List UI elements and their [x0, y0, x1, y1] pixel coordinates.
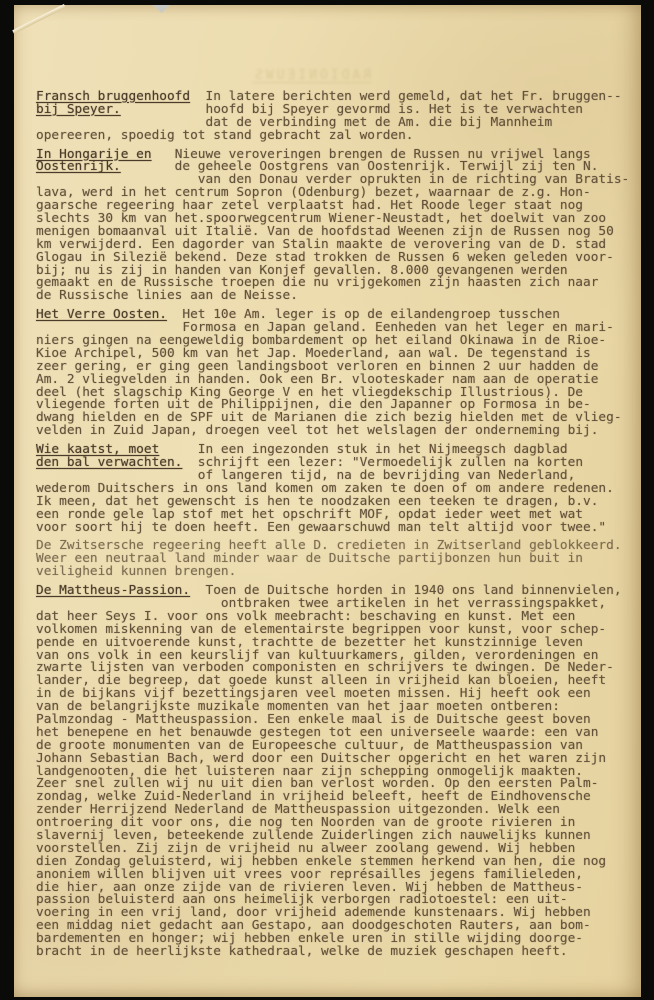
line-text: dat de verbinding met de Am. die bij Mannheim [36, 114, 553, 130]
line-text: Kioe Archipel, 500 km van het Jap. Moederland, aan wal. De tegenstand is [36, 345, 591, 361]
line-text: niers gingen na eengeweldig bombardement op het eiland Okinawa in de Rioe- [36, 333, 607, 349]
line-text: menigen bomaanval uit Italië. Van de hoofdstad Weenen zijn de Russen nog 50 [36, 223, 614, 239]
line-text: Palmzondag - Mattheuspassion. Een enkele maal is de Duitsche geest boven [36, 711, 591, 727]
line-text: bij; nu is zij in handen van Konjef gevallen. 8.000 gevangenen werden [36, 262, 568, 278]
line-text: de Russische linies aan de Neisse. [36, 288, 298, 304]
line-text: km verwijderd. Een dagorder van Stalin maakte de verovering van de D. stad [36, 236, 607, 252]
line-text: In een ingezonden stuk in het Nijmeegsch dagblad [159, 442, 568, 458]
line-text: gemaakt en de Russische troepen die nu vrijgekomen zijn haasten zich naar [36, 275, 599, 291]
line-text: bracht in de heerlijkste kathedraal, welke de muziek geschapen heeft. [36, 944, 568, 959]
line-text: Het 10e Am. leger is op de eilandengroep tusschen [166, 307, 560, 323]
line-text: Weer een neutraal land minder waar de Duitsche partijbonzen hun buit in [36, 551, 584, 567]
line-text: lava, werd in het centrum Sopron (Odenburg) bezet, waarnaar de z.g. Hon- [36, 185, 591, 201]
line-text: velden in Zuid Japan, droegen veel tot het welslagen der onderneming bij. [36, 423, 599, 439]
text-line [36, 127, 640, 143]
section-header: In Hongarije en [36, 146, 152, 162]
line-text: ontroering dit voor ons, die nog ten Noorden van de groote rivieren in [36, 815, 576, 831]
section-de-mattheus-passion [36, 585, 640, 959]
text-line [36, 946, 640, 959]
line-text: of langeren tijd, na de bevrijding van Nederland, [36, 467, 576, 483]
line-text: hoofd bij Speyer gevormd is. Het is te verwachten [120, 101, 584, 117]
line-text: Formosa en Japan geland. Eenheden van het leger en mari- [36, 320, 614, 336]
section-header: bij Speyer. [36, 101, 121, 117]
line-text: zeer gering, er ging geen landingsboot verloren en binnen 2 uur hadden de [36, 358, 599, 374]
line-text: slavernij leven, beteekende zullende Zuiderlingen zich nauwelijks kunnen [36, 827, 591, 843]
paper-corner-fold [12, 4, 65, 34]
line-text: Toen de Duitsche horden in 1940 ons land binnenvielen, [190, 583, 622, 599]
section-header: Het Verre Oosten. [36, 307, 167, 323]
line-text: zwarte lijsten van verboden componisten en schrijvers te dwingen. De Neder- [36, 660, 614, 676]
line-text: een ronde gele lap stof met het opschrift MOF, opdat ieder weet met wat [36, 506, 584, 522]
section-wie-kaatst-moet-den-bal-verwachten [36, 444, 640, 534]
text-line [36, 519, 640, 535]
section-header: De Mattheus-Passion. [36, 583, 191, 599]
line-text: veiligheid kunnen brengen. [36, 564, 237, 580]
bleed-through-masthead: RADIONIEUWS [252, 68, 372, 83]
line-text: de groote monumenten van de Europeesche cultuur, de Mattheuspassion van [36, 737, 584, 753]
line-text: zondag, welke Zuid-Nederland in vrijheid beleeft, heeft de Eindhovensche [36, 789, 591, 805]
section-header: Fransch bruggenhoofd [36, 89, 191, 104]
section-header: Oostenrijk. [36, 159, 121, 175]
line-text: De Zwitsersche regeering heeft alle D. credieten in Zwitserland geblokkeerd. [36, 538, 622, 554]
section-fransch-bruggenhoofd-bij-speyer [36, 91, 640, 143]
line-text: die hier, aan onze zijde van de rivieren leven. Wij hebben de Mattheus- [36, 879, 584, 895]
line-text: passion beluisterd aan ons heimelijk verborgen radiotoestel: een uit- [36, 892, 568, 908]
line-text: Nieuwe veroveringen brengen de Russen nu vrijwel langs [151, 146, 591, 162]
line-text: volkomen miskenning van de elementairste begrippen voor kunst, voor schep- [36, 621, 607, 637]
line-text: voorstellen. Zij zijn de vrijheid nu alweer zoolang gewend. Wij hebben [36, 840, 576, 856]
text-line [36, 290, 640, 303]
line-text: voor soort hij te doen heeft. Een gewaarschuwd man telt altijd voor twee." [36, 519, 607, 535]
line-text: de geheele Oostgrens van Oostenrijk. Terwijl zij ten N. [120, 159, 599, 175]
line-text: Glogau in Silezië bekend. Deze stad trokken de Russen 6 weken geleden voor- [36, 249, 614, 265]
line-text: dwang hielden en de SPF uit de Marianen die zich bezig hielden met de vlieg- [36, 410, 622, 426]
text-line [36, 566, 640, 579]
line-text: slechts 30 km van het.spoorwegcentrum Wiener-Neustadt, het doelwit van zoo [36, 211, 607, 227]
section-zwitsersche-credieten-geblokkeerd [36, 540, 640, 579]
line-text: deel (het slagschip King George V en het vliegdekschip Illustrious). De [36, 384, 584, 400]
line-text: pende en uitvoerende kunst, trachtte de bezetter het kunstzinnige leven [36, 634, 584, 650]
line-text: ontbraken twee artikelen in het verrassingspakket, [36, 595, 607, 611]
paper-edge-notch [152, 5, 170, 13]
line-text: opereeren, spoedig tot stand gebracht zal worden. [36, 127, 414, 143]
section-header: den bal verwachten. [36, 455, 183, 471]
line-text: lander, die begreep, dat goede kunst alleen in vrijheid kan bloeien, heeft [36, 673, 607, 689]
line-text: Johann Sebastian Bach, werd door een Duitscher opgericht en het waren zijn [36, 750, 607, 766]
line-text: Ik meen, dat het gewenscht is hen te noodzaken een teeken te dragen, b.v. [36, 493, 599, 509]
line-text: In latere berichten werd gemeld, dat het Fr. bruggen-- [190, 89, 622, 104]
line-text: zender Herrijzend Nederland de Mattheuspassion uitgezonden. Welk een [36, 802, 560, 818]
line-text: landgenooten, die het luisteren naar zijn schepping onmogelijk maakten. [36, 763, 584, 779]
line-text: schrijft een lezer: "Vermoedelijk zullen na korten [182, 455, 584, 471]
section-in-hongarije-en-oostenrijk [36, 146, 640, 304]
line-text: dien Zondag geluisterd, wij hebben enkele stemmen herkend van hen, die nog [36, 853, 607, 869]
line-text: van de belangrijkste muzikale momenten van het jaar moeten ontberen: [36, 699, 560, 715]
line-text: dat heer Seys I. voor ons volk meebracht: beschaving en kunst. Met een [36, 608, 576, 624]
text-line [36, 425, 640, 438]
line-text: vliegende forten uit de Philippijnen, die den Japanner op Formosa in be- [36, 397, 591, 413]
text-body [36, 91, 640, 965]
line-text: van ons volk in een keurslijf van kultuurkamers, gilden, verordeningen en [36, 647, 599, 663]
line-text: gaarsche regeering haar zetel verplaatst had. Het Roode leger staat nog [36, 198, 584, 214]
line-text: Zeer snel zullen wij nu uit dien ban verlost worden. Op den eersten Palm- [36, 776, 599, 792]
line-text: van den Donau verder oprukten in de richting van Bratis- [36, 172, 630, 188]
line-text: in de bijkans vijf bezettingsjaren veel moeten missen. Hij heeft ook een [36, 686, 591, 702]
section-het-verre-oosten [36, 309, 640, 438]
line-text: bardementen en honger; wij hebben enkele uren in stille wijding doorge- [36, 931, 584, 947]
line-text: wederom Duitschers in ons land komen om zaken te doen of om andere redenen. [36, 480, 614, 496]
line-text: anoniem willen blijven uit vrees voor représailles jegens familieleden, [36, 866, 584, 882]
line-text: een middag niet gedacht aan Gestapo, aan doodgeschoten Rauters, aan bom- [36, 918, 591, 934]
line-text: Am. 2 vliegvelden in handen. Ook een Br. vlooteskader nam aan de operatie [36, 371, 599, 387]
line-text: het benepene en het benauwde gestegen tot een universeele waarde: een van [36, 724, 599, 740]
line-text: voering in een vrij land, door vrijheid ademende kunstenaars. Wij hebben [36, 905, 591, 921]
section-header: Wie kaatst, moet [36, 442, 160, 458]
paper-sheet [14, 5, 641, 997]
